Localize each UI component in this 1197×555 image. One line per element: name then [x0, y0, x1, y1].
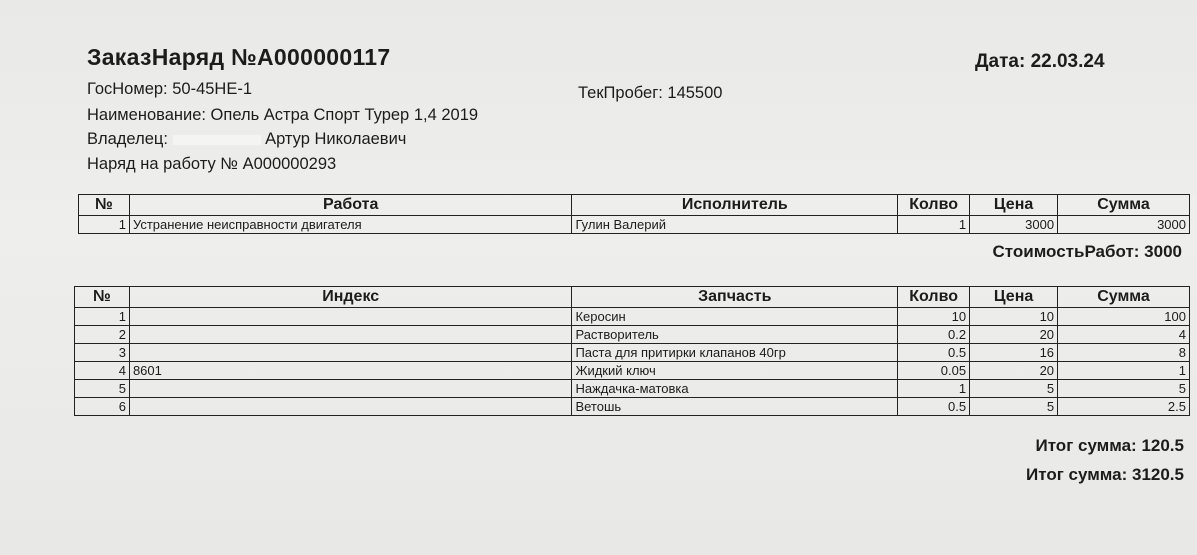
table-cell: 20: [970, 326, 1058, 344]
table-row: [75, 380, 1190, 398]
table-cell: 10: [898, 308, 970, 326]
table-cell: [129, 308, 572, 326]
col-header: Сумма: [1058, 195, 1190, 216]
table-cell: 5: [1058, 380, 1190, 398]
table-cell: 100: [1058, 308, 1190, 326]
col-header: Сумма: [1058, 287, 1190, 308]
table-cell: 0.5: [898, 344, 970, 362]
table-cell: Растворитель: [572, 326, 898, 344]
table-cell: Керосин: [572, 308, 898, 326]
works-total: СтоимостьРабот: 3000: [992, 242, 1182, 261]
gos-nomer: ГосНомер: 50-45НЕ-1: [87, 80, 253, 98]
table-cell: 10: [970, 308, 1058, 326]
col-header: №: [79, 195, 130, 216]
col-header: Колво: [898, 195, 970, 216]
table-cell: 4: [75, 362, 130, 380]
redacted-surname: [173, 135, 261, 145]
table-row: [75, 308, 1190, 326]
table-cell: 1: [75, 308, 130, 326]
table-cell: Наждачка-матовка: [572, 380, 898, 398]
tek-probeg: ТекПробег: 145500: [578, 84, 723, 102]
table-cell: 6: [75, 398, 130, 416]
table-cell: [129, 380, 572, 398]
owner-line: [87, 130, 406, 149]
table-cell: [129, 344, 572, 362]
works-table: [78, 194, 1190, 234]
col-header: Цена: [970, 195, 1058, 216]
table-cell: Устранение неисправности двигателя: [129, 216, 572, 234]
table-cell: 0.2: [898, 326, 970, 344]
parts-table: [74, 286, 1190, 416]
col-header: Работа: [129, 195, 572, 216]
table-cell: 1: [898, 380, 970, 398]
table-row: [75, 326, 1190, 344]
table-cell: 5: [970, 380, 1058, 398]
table-cell: 3000: [1058, 216, 1190, 234]
naryad-number: Наряд на работу № А000000293: [87, 155, 337, 173]
table-cell: 1: [1058, 362, 1190, 380]
table-cell: Ветошь: [572, 398, 898, 416]
table-cell: Гулин Валерий: [572, 216, 898, 234]
table-row: [75, 344, 1190, 362]
col-header: Колво: [898, 287, 970, 308]
parts-total: Итог сумма: 120.5: [1035, 436, 1184, 455]
table-cell: 1: [79, 216, 130, 234]
vehicle-name: Наименование: Опель Астра Спорт Турер 1,4 2019: [87, 106, 479, 124]
table-cell: 2: [75, 326, 130, 344]
table-cell: 16: [970, 344, 1058, 362]
table-cell: 3000: [970, 216, 1058, 234]
table-cell: 0.05: [898, 362, 970, 380]
table-row: [79, 216, 1190, 234]
col-header: Цена: [970, 287, 1058, 308]
owner-label: Владелец:: [87, 130, 168, 148]
works-header-row: [79, 195, 1190, 216]
order-title: ЗаказНаряд №А000000117: [87, 44, 391, 70]
owner-name: Артур Николаевич: [265, 130, 407, 148]
table-cell: Жидкий ключ: [572, 362, 898, 380]
table-cell: 0.5: [898, 398, 970, 416]
table-cell: 8601: [129, 362, 572, 380]
order-date: Дата: 22.03.24: [975, 51, 1105, 72]
col-header: №: [75, 287, 130, 308]
table-row: [75, 362, 1190, 380]
table-cell: 5: [970, 398, 1058, 416]
table-cell: Паста для притирки клапанов 40гр: [572, 344, 898, 362]
table-cell: 20: [970, 362, 1058, 380]
table-cell: 4: [1058, 326, 1190, 344]
table-row: [75, 398, 1190, 416]
table-cell: 3: [75, 344, 130, 362]
col-header: Исполнитель: [572, 195, 898, 216]
table-cell: 1: [898, 216, 970, 234]
table-cell: [129, 398, 572, 416]
grand-total: Итог сумма: 3120.5: [1026, 465, 1184, 484]
col-header: Запчасть: [572, 287, 898, 308]
col-header: Индекс: [129, 287, 572, 308]
table-cell: 5: [75, 380, 130, 398]
table-cell: [129, 326, 572, 344]
parts-header-row: [75, 287, 1190, 308]
table-cell: 8: [1058, 344, 1190, 362]
table-cell: 2.5: [1058, 398, 1190, 416]
